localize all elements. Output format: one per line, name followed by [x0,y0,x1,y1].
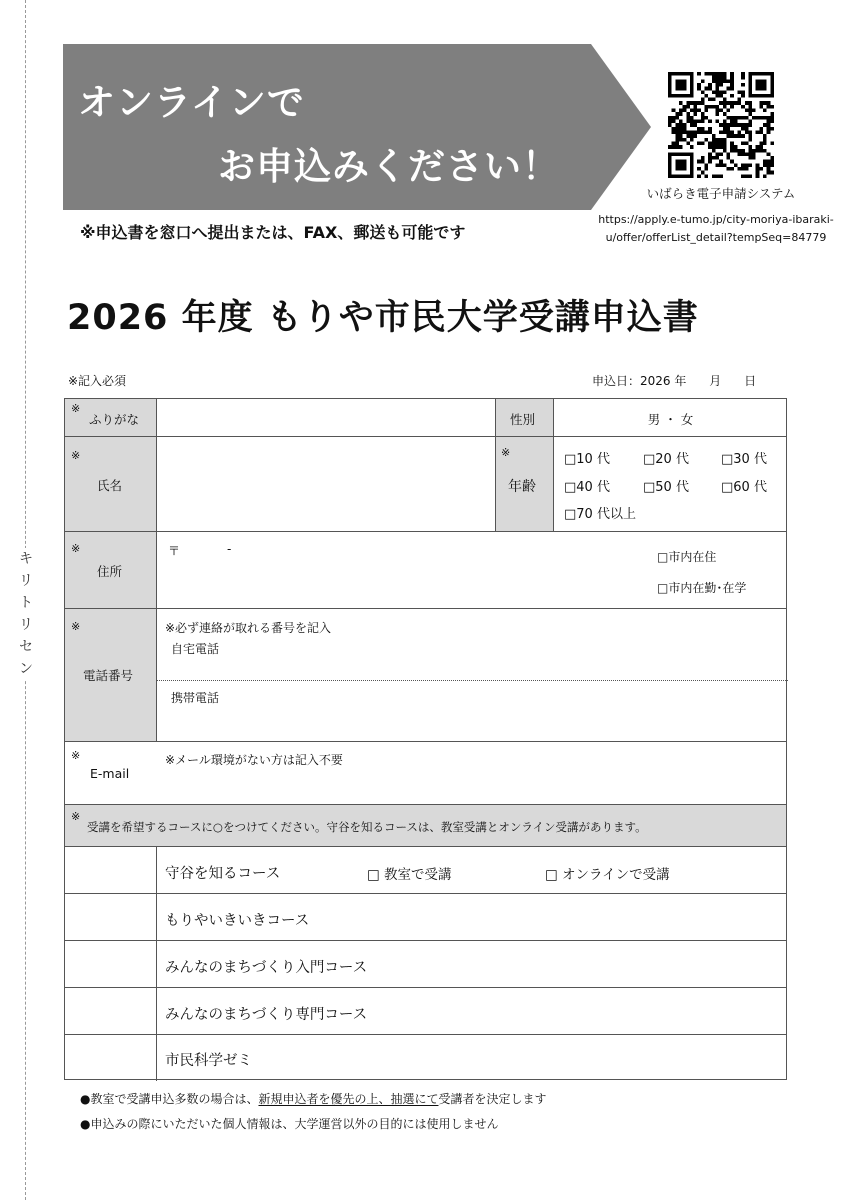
course-name: 市民科学ゼミ [165,1053,252,1069]
email-label: E-mail [90,766,130,781]
cut-char: ン [19,661,33,677]
age-option-50s[interactable]: □50 代 [643,480,689,495]
resident-checkbox[interactable]: □市内在住 [657,550,717,564]
gender-label: 性別 [510,412,536,427]
application-url[interactable] [586,211,846,247]
cut-char: キ [19,551,33,567]
course-instruction: 受講を希望するコースに○をつけてください。守谷を知るコースは、教室受講とオンライン受講があります。 [87,820,647,834]
address-field[interactable] [157,532,657,608]
application-form [64,398,787,1080]
required-note: ※記入必須 [68,374,127,388]
age-option-30s[interactable]: □30 代 [721,452,767,467]
phone-label: 電話番号 [83,668,134,683]
mobile-phone-label: 携帯電話 [171,691,220,705]
footnote-lottery-b: 新規申込者を優先の上、抽選にて [258,1092,439,1106]
age-option-10s[interactable]: □10 代 [564,452,610,467]
age-option-60s[interactable]: □60 代 [721,480,767,495]
course-select-cell[interactable] [65,941,156,987]
age-option-40s[interactable]: □40 代 [564,480,610,495]
course-select-cell[interactable] [65,894,156,940]
course-name: 守谷を知るコース [165,866,281,882]
cut-char: リ [19,573,33,589]
cut-label [15,548,37,680]
course-select-cell[interactable] [65,988,156,1034]
classroom-option-checkbox[interactable]: □ 教室で受講 [367,867,452,883]
home-phone-label: 自宅電話 [171,642,220,656]
email-field[interactable] [157,769,787,803]
online-option-checkbox[interactable]: □ オンラインで受講 [545,867,670,883]
age-option-20s[interactable]: □20 代 [643,452,689,467]
course-select-cell[interactable] [65,847,156,893]
course-name: みんなのまちづくり入門コース [165,960,368,976]
qr-code-image [668,72,774,178]
phone-note: ※必ず連絡が取れる番号を記入 [165,621,332,635]
worker-student-checkbox[interactable]: □市内在勤･在学 [657,581,747,595]
url-line1: https://apply.e-tumo.jp/city-moriya-ibaraki- [598,213,834,226]
course-name: みんなのまちづくり専門コース [165,1007,368,1023]
required-mark: ※ [71,449,81,462]
furigana-field[interactable] [157,399,495,436]
footnote-lottery-a: ●教室で受講申込多数の場合は、 [80,1092,259,1106]
required-mark: ※ [71,620,81,633]
required-mark: ※ [71,749,81,762]
cut-char: ト [19,595,33,611]
name-field[interactable] [157,437,495,531]
footnote-lottery [80,1090,547,1107]
gender-options[interactable]: 男 ・ 女 [647,412,694,427]
address-label: 住所 [97,564,123,579]
age-option-70plus[interactable]: □70 代以上 [564,507,636,522]
application-date: 申込日：2026 年 月 日 [592,374,757,388]
footnote-lottery-c: 受講者を決定します [438,1092,547,1106]
course-select-cell[interactable] [65,1035,156,1080]
url-line2: u/offer/offerList_detail?tempSeq=84779 [605,231,827,244]
course-name: もりやいきいきコース [165,913,310,929]
page-title: 2026 年度 もりや市民大学受講申込書 [67,298,699,338]
mobile-phone-field[interactable] [245,683,785,739]
cut-char: リ [19,617,33,633]
postal-dash: - [227,542,232,556]
home-phone-field[interactable] [245,634,785,678]
footnote-privacy: ●申込みの際にいただいた個人情報は、大学運営以外の目的には使用しません [80,1117,499,1131]
cut-char: セ [19,639,33,655]
email-note: ※メール環境がない方は記入不要 [165,753,343,767]
submission-notice: ※申込書を窓口へ提出または、FAX、郵送も可能です [80,223,466,242]
required-mark: ※ [71,810,81,823]
furigana-label: ふりがな [89,412,140,427]
qr-code[interactable] [668,72,774,178]
age-label: 年齢 [508,479,536,495]
banner-line2: お申込みください！ [218,145,560,188]
name-label: 氏名 [97,478,123,493]
banner-line1: オンラインで [78,81,305,124]
required-mark: ※ [501,446,511,459]
online-banner [63,44,651,210]
required-mark: ※ [71,402,81,415]
required-mark: ※ [71,542,81,555]
postal-mark: 〒 [168,544,181,558]
qr-label: いばらき電子申請システム [646,186,796,201]
